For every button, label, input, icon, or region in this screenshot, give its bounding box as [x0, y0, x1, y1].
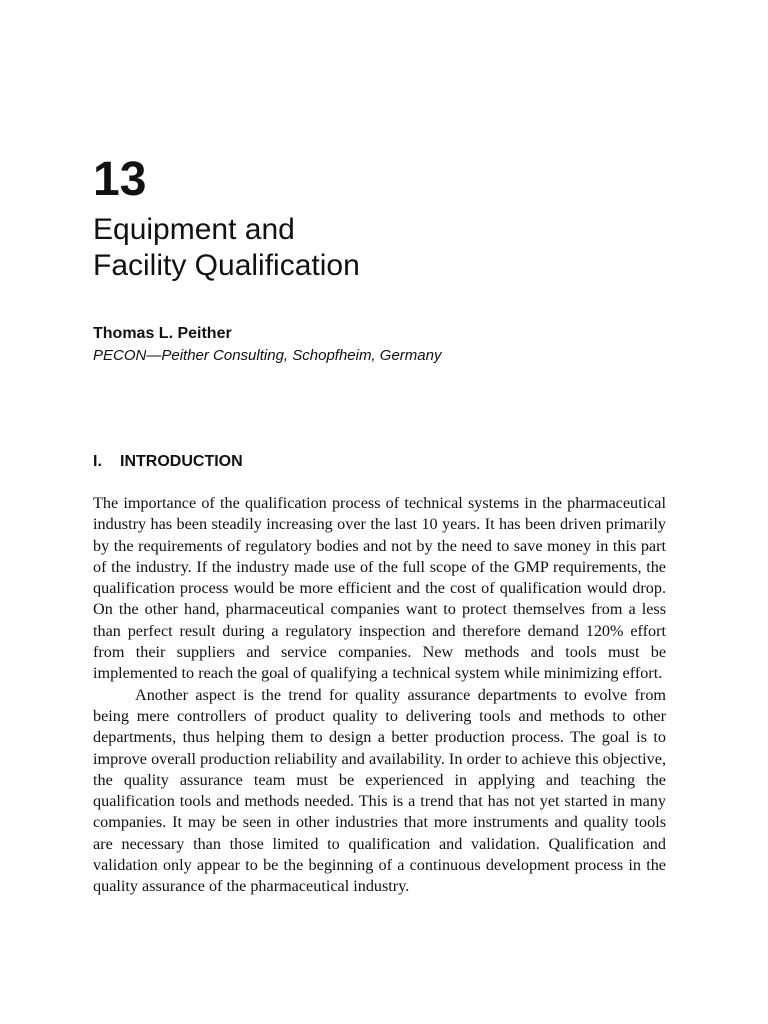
chapter-title	[93, 212, 360, 284]
chapter-title-line-1: Equipment and	[93, 213, 295, 246]
section-title: INTRODUCTION	[120, 453, 243, 470]
author-affiliation: PECON—Peither Consulting, Schopfheim, Germany	[93, 347, 442, 364]
section-heading	[93, 452, 243, 472]
chapter-title-line-2: Facility Qualification	[93, 249, 360, 282]
paragraph: Another aspect is the trend for quality assurance departments to evolve from being mere controllers of product quality to delivering tools and methods to other departments, thus helping them to design a better production process. The goal is to improve overall production reliability and availability. In order to achieve this objective, the quality assurance team must be experienced in applying and teaching the qualification tools and methods needed. This is a trend that has not yet started in many companies. It may be seen in other industries that more instruments and quality tools are necessary than those limited to qualification and validation. Qualification and validation only appear to be the beginning of a continuous development process in the quality assurance of the pharmaceutical industry.	[93, 685, 666, 896]
section-number: I.	[93, 453, 102, 470]
author-name: Thomas L. Peither	[93, 325, 232, 342]
paragraph: The importance of the qualification process of technical systems in the pharmaceutical industry has been steadily increasing over the last 10 years. It has been driven primarily by the requirements of regulatory bodies and not by the need to save money in this part of the industry. If the industry made use of the full scope of the GMP requirements, the qualification process would be more efficient and the cost of qualification would drop. On the other hand, pharmaceutical companies want to protect themselves from a less than perfect result during a regulatory inspection and therefore demand 120% effort from their suppliers and service companies. New methods and tools must be implemented to reach the goal of qualifying a technical system while minimizing effort.	[93, 494, 666, 683]
body-text	[93, 493, 666, 898]
chapter-number: 13	[93, 153, 147, 206]
